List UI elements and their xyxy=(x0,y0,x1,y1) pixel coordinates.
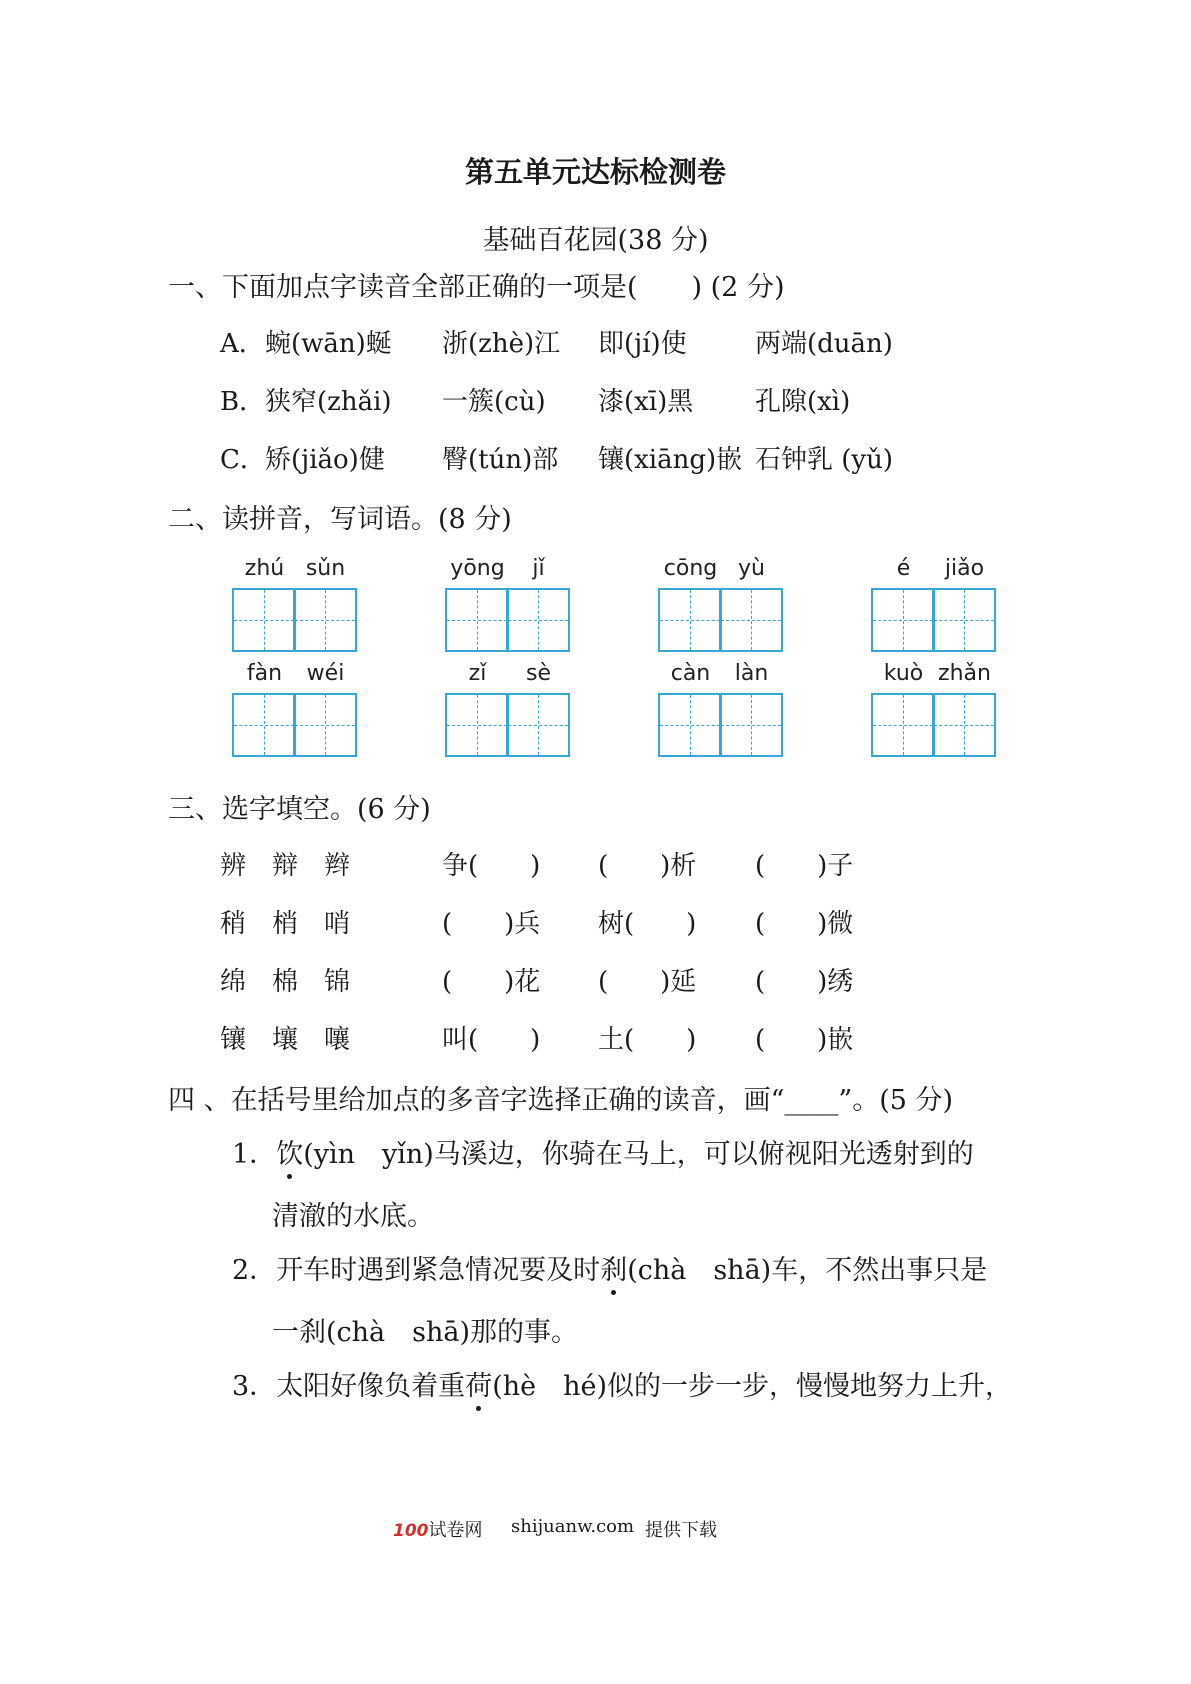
footer-logo xyxy=(393,1516,483,1542)
footer-site[interactable]: shijuanw.com xyxy=(511,1516,635,1537)
writing-box[interactable] xyxy=(871,588,935,652)
pinyin-label: jǐ xyxy=(532,556,545,581)
writing-box[interactable] xyxy=(932,693,996,757)
item-number: 2． xyxy=(232,1255,277,1286)
option-item: 镶(xiāng)嵌 xyxy=(598,445,743,475)
writing-box[interactable] xyxy=(871,693,935,757)
item-text[interactable]: (hè hé)似的一步一步，慢慢地努力上升， xyxy=(492,1371,1012,1402)
char-choice: 棉 xyxy=(272,967,299,997)
option-item: 一簇(cù) xyxy=(442,387,546,417)
char-choice: 嚷 xyxy=(324,1025,351,1055)
fill-blank[interactable]: 叫( ) xyxy=(442,1025,541,1055)
option-item: 两端(duān) xyxy=(755,329,893,359)
section-title: 基础百花园(38 分) xyxy=(482,225,709,256)
item-text: 太阳好像负着重 xyxy=(276,1371,466,1402)
dotted-char: 刹 xyxy=(600,1248,627,1287)
char-choice: 绵 xyxy=(220,967,247,997)
pinyin-label: cōng xyxy=(663,556,718,581)
fill-blank[interactable]: ( )微 xyxy=(755,909,854,939)
writing-box[interactable] xyxy=(232,588,296,652)
item-number: 1． xyxy=(232,1139,277,1170)
item-number: 3． xyxy=(232,1371,277,1402)
fill-blank[interactable]: 土( ) xyxy=(598,1025,697,1055)
q4-item-3 xyxy=(232,1364,1012,1403)
fill-blank[interactable]: ( )子 xyxy=(755,851,854,881)
logo-text: 试卷网 xyxy=(428,1520,483,1541)
char-choice: 哨 xyxy=(324,909,351,939)
fill-blank[interactable]: ( )兵 xyxy=(442,909,541,939)
pinyin-label: jiǎo xyxy=(944,556,985,581)
writing-box[interactable] xyxy=(232,693,296,757)
writing-box[interactable] xyxy=(658,588,722,652)
writing-box[interactable] xyxy=(658,693,722,757)
char-choice: 梢 xyxy=(272,909,299,939)
dotted-char: 荷 xyxy=(465,1364,492,1403)
fill-blank[interactable]: ( )延 xyxy=(598,967,697,997)
pinyin-label: wéi xyxy=(306,661,345,686)
char-choice: 辨 xyxy=(220,851,247,881)
writing-box[interactable] xyxy=(293,693,357,757)
pinyin-label: zhú xyxy=(244,556,285,581)
char-choice: 镶 xyxy=(220,1025,247,1055)
pinyin-label: fàn xyxy=(246,661,283,686)
char-choice: 锦 xyxy=(324,967,351,997)
writing-box[interactable] xyxy=(506,588,570,652)
pinyin-label: zǐ xyxy=(468,661,487,686)
fill-blank[interactable]: ( )析 xyxy=(598,851,697,881)
pinyin-label: kuò xyxy=(883,661,924,686)
option-label: B． xyxy=(220,387,266,417)
option-item: 浙(zhè)江 xyxy=(442,329,561,359)
fill-blank[interactable]: ( )嵌 xyxy=(755,1025,854,1055)
fill-blank[interactable]: 争( ) xyxy=(442,851,541,881)
option-item: 蜿(wān)蜒 xyxy=(265,329,392,359)
writing-box[interactable] xyxy=(719,693,783,757)
logo-mark: 100 xyxy=(393,1521,429,1541)
option-item: 狭窄(zhǎi) xyxy=(265,387,392,417)
pinyin-label: é xyxy=(896,556,911,581)
char-choice: 辫 xyxy=(324,851,351,881)
q4-item-1 xyxy=(232,1132,974,1171)
fill-blank[interactable]: ( )绣 xyxy=(755,967,854,997)
pinyin-label: sè xyxy=(526,661,551,686)
char-choice: 稍 xyxy=(220,909,247,939)
pinyin-label: càn xyxy=(670,661,711,686)
footer-note: 提供下载 xyxy=(645,1520,717,1541)
dotted-char: 饮 xyxy=(276,1132,303,1171)
option-item: 即(jí)使 xyxy=(598,329,687,359)
writing-box[interactable] xyxy=(445,588,509,652)
option-item: 孔隙(xì) xyxy=(755,387,851,417)
q4-item-2 xyxy=(232,1248,987,1287)
writing-box[interactable] xyxy=(293,588,357,652)
item-text[interactable]: (chà shā)车，不然出事只是 xyxy=(627,1255,988,1286)
q3-stem: 三、选字填空。(6 分) xyxy=(168,794,431,825)
char-choice: 辩 xyxy=(272,851,299,881)
q4-stem: 四 、在括号里给加点的多音字选择正确的读音，画“____”。(5 分) xyxy=(168,1085,954,1116)
q1-stem: 一、下面加点字读音全部正确的一项是( ) (2 分) xyxy=(168,272,785,303)
option-item: 漆(xī)黑 xyxy=(598,387,694,417)
item-text[interactable]: (yìn yǐn)马溪边，你骑在马上，可以俯视阳光透射到的 xyxy=(303,1139,974,1170)
pinyin-label: làn xyxy=(734,661,769,686)
writing-box[interactable] xyxy=(506,693,570,757)
item-text: 开车时遇到紧急情况要及时 xyxy=(276,1255,601,1286)
pinyin-label: yù xyxy=(738,556,765,581)
option-item: 石钟乳 (yǔ) xyxy=(755,445,893,475)
writing-box[interactable] xyxy=(445,693,509,757)
fill-blank[interactable]: ( )花 xyxy=(442,967,541,997)
page-title: 第五单元达标检测卷 xyxy=(464,155,726,189)
q4-item-1-line2: 清澈的水底。 xyxy=(272,1201,434,1232)
option-item: 矫(jiǎo)健 xyxy=(265,445,385,475)
char-choice: 壤 xyxy=(272,1025,299,1055)
option-item: 臀(tún)部 xyxy=(442,445,559,475)
pinyin-label: sǔn xyxy=(305,556,346,581)
q4-item-2-line2: 一刹(chà shā)那的事。 xyxy=(272,1317,579,1348)
pinyin-label: zhǎn xyxy=(938,661,991,686)
option-label: C． xyxy=(220,445,266,475)
writing-box[interactable] xyxy=(719,588,783,652)
writing-box[interactable] xyxy=(932,588,996,652)
q2-stem: 二、读拼音，写词语。(8 分) xyxy=(168,504,512,535)
fill-blank[interactable]: 树( ) xyxy=(598,909,697,939)
pinyin-label: yōng xyxy=(450,556,505,581)
option-label: A． xyxy=(220,329,265,359)
